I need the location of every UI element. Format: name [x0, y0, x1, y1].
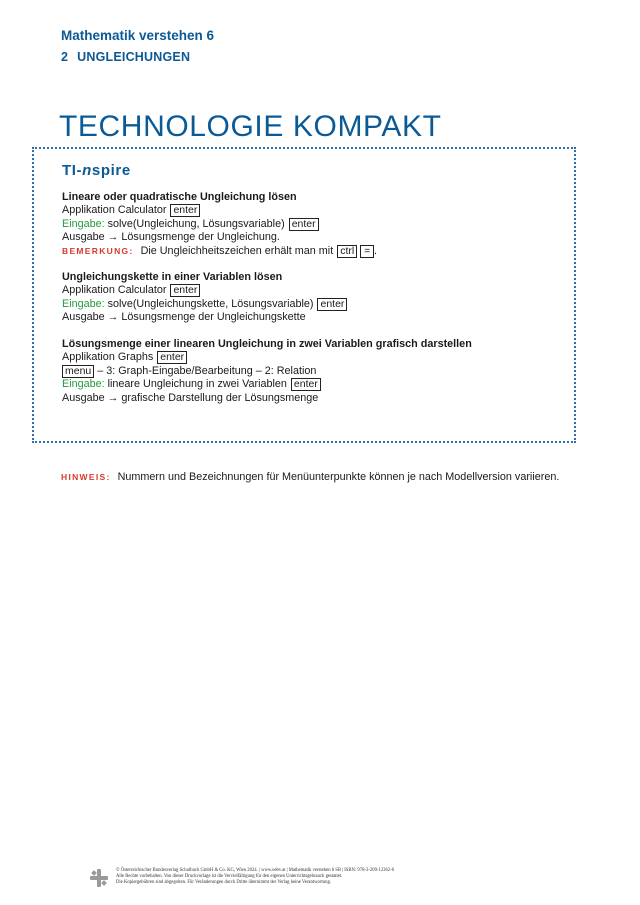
- hinweis-text: Nummern und Bezeichnungen für Menüunterpunkte können je nach Modellversion variieren.: [117, 471, 560, 483]
- enter-key: enter: [170, 204, 200, 217]
- section-title: Ungleichungskette in einer Variablen lösen: [62, 271, 283, 283]
- remark-label: BEMERKUNG:: [62, 245, 134, 256]
- heading-suffix: spire: [91, 162, 131, 179]
- output-line: Ausgabe → grafische Darstellung der Lösungsmenge: [62, 391, 319, 404]
- instruction-text: Applikation Calculator: [62, 204, 167, 217]
- hinweis-note: [61, 471, 559, 483]
- remark-line: [62, 245, 377, 258]
- ti-nspire-box: [32, 147, 576, 443]
- page-title: TECHNOLOGIE KOMPAKT: [59, 110, 442, 144]
- instruction-line: [62, 204, 377, 217]
- enter-key: enter: [317, 298, 347, 311]
- chapter-title: UNGLEICHUNGEN: [77, 50, 191, 64]
- input-line: [62, 218, 377, 231]
- section-title: Lineare oder quadratische Ungleichung lösen: [62, 191, 297, 203]
- instruction-text: Applikation Calculator: [62, 284, 167, 297]
- section-inequality-chain: [62, 271, 347, 325]
- remark-text: Die Ungleichheitszeichen erhält man mit: [140, 244, 334, 257]
- section-title: Lösungsmenge einer linearen Ungleichung in zwei Variablen grafisch darstellen: [62, 338, 472, 350]
- ctrl-key: ctrl: [337, 245, 357, 258]
- instruction-line: [62, 351, 472, 364]
- input-text: solve(Ungleichung, Lösungsvariable): [107, 217, 285, 230]
- remark-end: .: [374, 244, 378, 257]
- input-line: [62, 298, 347, 311]
- menu-text: – 3: Graph-Eingabe/Bearbeitung – 2: Relation: [97, 364, 317, 377]
- input-line: [62, 378, 472, 391]
- enter-key: enter: [170, 284, 200, 297]
- heading-italic-n: n: [82, 162, 92, 179]
- output-line: Ausgabe → Lösungsmenge der Ungleichungskette: [62, 311, 306, 324]
- section-solve-inequality: [62, 191, 377, 258]
- hinweis-label: HINWEIS:: [61, 472, 111, 482]
- footer-copyright: [116, 868, 394, 887]
- ti-nspire-heading: [62, 162, 131, 179]
- input-label: Eingabe:: [62, 217, 105, 230]
- chapter-heading: [61, 50, 190, 64]
- enter-key: enter: [291, 378, 321, 391]
- menu-key: menu: [62, 365, 94, 378]
- input-text: lineare Ungleichung in zwei Variablen: [107, 378, 287, 391]
- menu-line: [62, 365, 472, 378]
- footer-line: Alle Rechte vorbehalten. Von dieser Druckvorlage ist die Vervielfältigung für den eigenen Unterrichtsgebrauch gestattet.: [116, 874, 343, 880]
- chapter-number: 2: [61, 50, 69, 64]
- instruction-line: [62, 284, 347, 297]
- footer-line: © Österreichischer Bundesverlag Schulbuch GmbH & Co. KG, Wien 2024. | www.oebv.at | Mathematik verstehen 6 SB | ISBN: 978-3-209-12362-6: [116, 868, 395, 873]
- output-line: Ausgabe → Lösungsmenge der Ungleichung.: [62, 231, 280, 244]
- input-text: solve(Ungleichungskette, Lösungsvariable): [107, 297, 314, 310]
- section-graphical-solution: [62, 338, 472, 405]
- instruction-text: Applikation Graphs: [62, 351, 154, 364]
- publisher-logo-icon: [89, 868, 109, 888]
- footer-line: Die Kopiergebühren sind abgegolten. Für Veränderungen durch Dritte übernimmt der Verlag keine Verantwortung.: [116, 880, 331, 886]
- book-title: Mathematik verstehen 6: [61, 28, 215, 43]
- equals-key: =: [360, 245, 374, 258]
- input-label: Eingabe:: [62, 297, 105, 310]
- input-label: Eingabe:: [62, 378, 105, 391]
- enter-key: enter: [289, 218, 319, 231]
- enter-key: enter: [157, 351, 187, 364]
- heading-prefix: TI-: [62, 162, 83, 179]
